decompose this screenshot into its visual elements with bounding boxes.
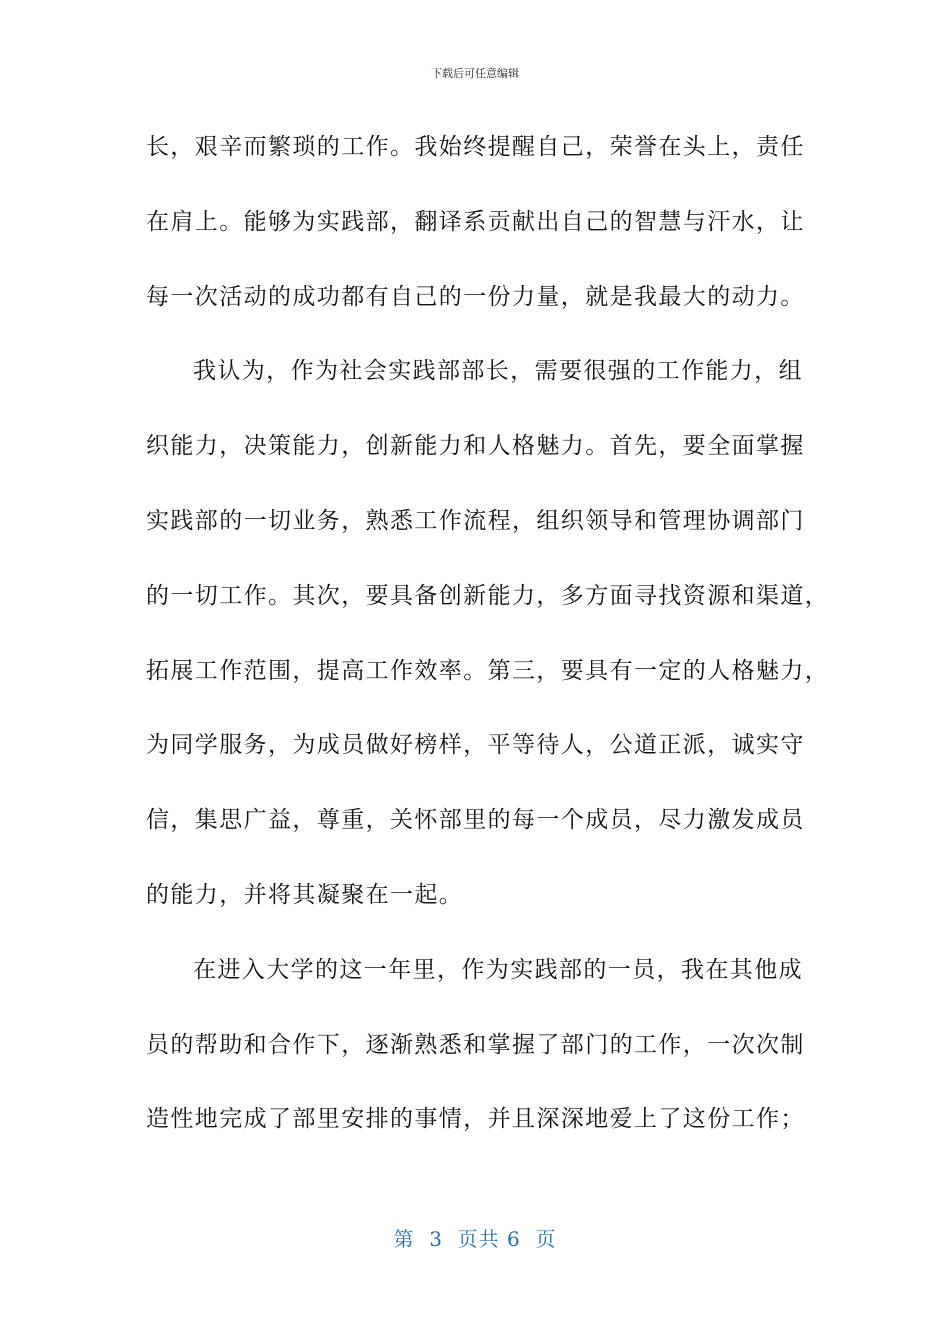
- body-line: 每一次活动的成功都有自己的一份力量，就是我最大的动力。: [146, 283, 805, 310]
- body-line: 实践部的一切业务，熟悉工作流程，组织领导和管理协调部门: [146, 507, 805, 534]
- page-number: 第 3 页共 6 页: [393, 1227, 557, 1251]
- body-line: 造性地完成了部里安排的事情，并且深深地爱上了这份工作；: [146, 1106, 805, 1133]
- body-line: 员的帮助和合作下，逐渐熟悉和掌握了部门的工作，一次次制: [146, 1031, 805, 1058]
- body-line: 拓展工作范围，提高工作效率。第三，要具有一定的人格魅力，: [146, 657, 830, 684]
- paragraph-start-line: 我认为，作为社会实践部部长，需要很强的工作能力，组: [193, 358, 803, 385]
- body-line: 信，集思广益，尊重，关怀部里的每一个成员，尽力激发成员: [146, 807, 805, 834]
- document-body: [146, 127, 830, 1174]
- body-line: 的一切工作。其次，要具备创新能力，多方面寻找资源和渠道，: [146, 582, 830, 609]
- body-line: 织能力，决策能力，创新能力和人格魅力。首先，要全面掌握: [146, 433, 805, 460]
- header-note: 下载后可任意编辑: [431, 67, 519, 80]
- paragraph-start-line: 在进入大学的这一年里，作为实践部的一员，我在其他成: [193, 956, 803, 983]
- body-line: 为同学服务，为成员做好榜样，平等待人，公道正派，诚实守: [146, 732, 805, 759]
- body-line: 长，艰辛而繁琐的工作。我始终提醒自己，荣誉在头上，责任: [146, 134, 805, 160]
- body-line: 的能力，并将其凝聚在一起。: [146, 881, 464, 908]
- body-line: 在肩上。能够为实践部，翻译系贡献出自己的智慧与汗水，让: [146, 208, 805, 235]
